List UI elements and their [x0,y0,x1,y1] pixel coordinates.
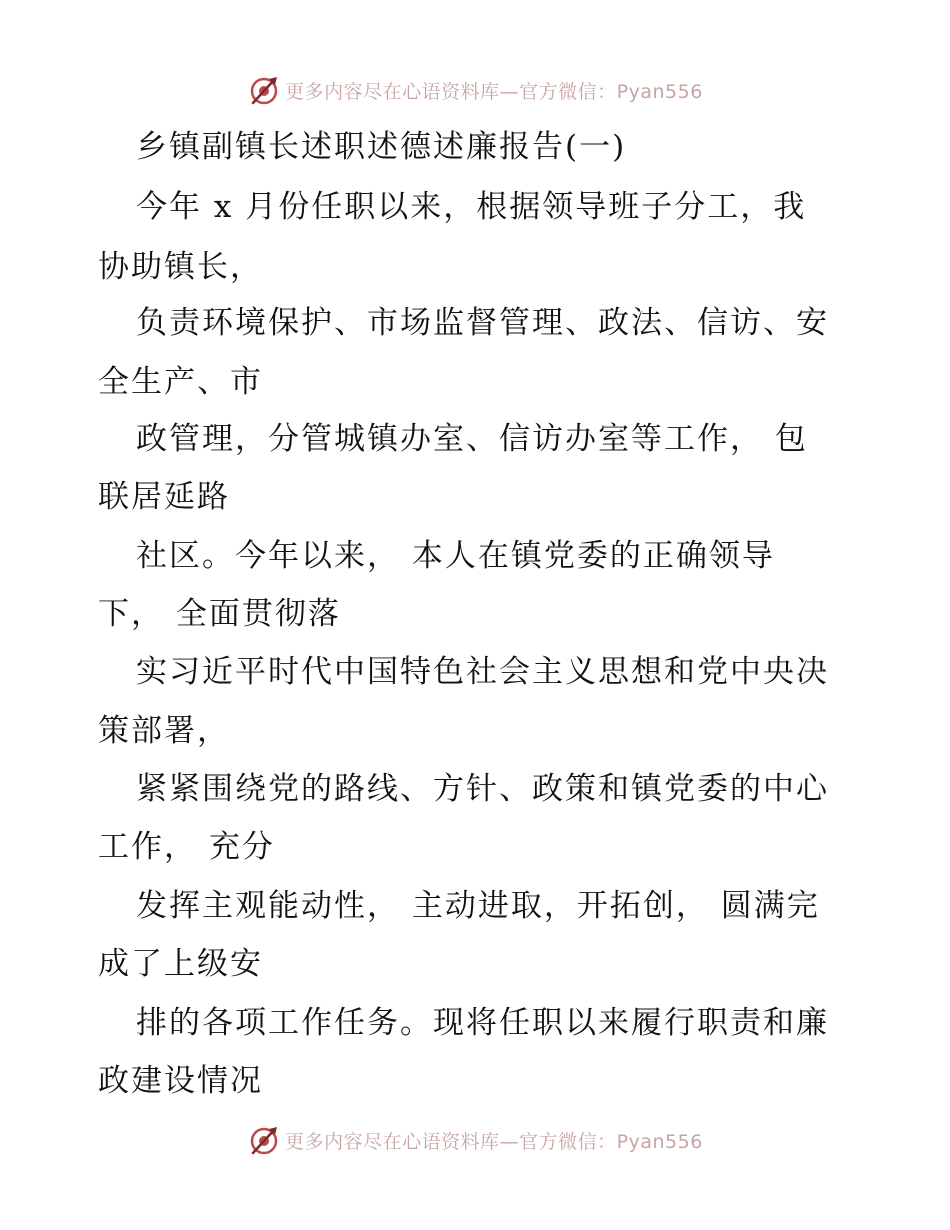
text-line: 全生产、市 [98,364,263,400]
text-line: 政管理，分管城镇办室、信访办室等工作， 包 [136,421,808,457]
text-line: 排的各项工作任务。现将任职以来履行职责和廉 [136,1005,829,1041]
watermark-footer [0,1120,950,1160]
quill-seal-icon [247,1123,281,1157]
text-line: 政建设情况 [98,1063,263,1099]
text-line: 社区。今年以来， 本人在镇党委的正确领导 [136,538,775,574]
text-line: 实习近平时代中国特色社会主义思想和党中央决 [136,654,829,690]
text-line: 发挥主观能动性， 主动进取，开拓创， 圆满完 [136,888,820,924]
text-line: 紧紧围绕党的路线、方针、政策和镇党委的中心 [136,771,829,807]
watermark-text: 更多内容尽在心语资料库—官方微信：Pyan556 [285,80,703,103]
quill-seal-icon [247,73,281,107]
text-line: 成了上级安 [98,946,263,982]
text-line: 下， 全面贯彻落 [98,596,341,632]
document-title: 乡镇副镇长述职述德述廉报告(一) [136,129,627,165]
text-line: 工作， 充分 [98,829,275,865]
watermark-text: 更多内容尽在心语资料库—官方微信：Pyan556 [285,1130,703,1153]
watermark-header [0,70,950,110]
text-line: 策部署， [98,713,230,749]
text-line: 协助镇长， [98,249,263,285]
text-line: 联居延路 [98,479,230,515]
text-line: 今年 x 月份任职以来，根据领导班子分工，我 [136,189,807,225]
text-line: 负责环境保护、市场监督管理、政法、信访、安 [136,305,829,341]
